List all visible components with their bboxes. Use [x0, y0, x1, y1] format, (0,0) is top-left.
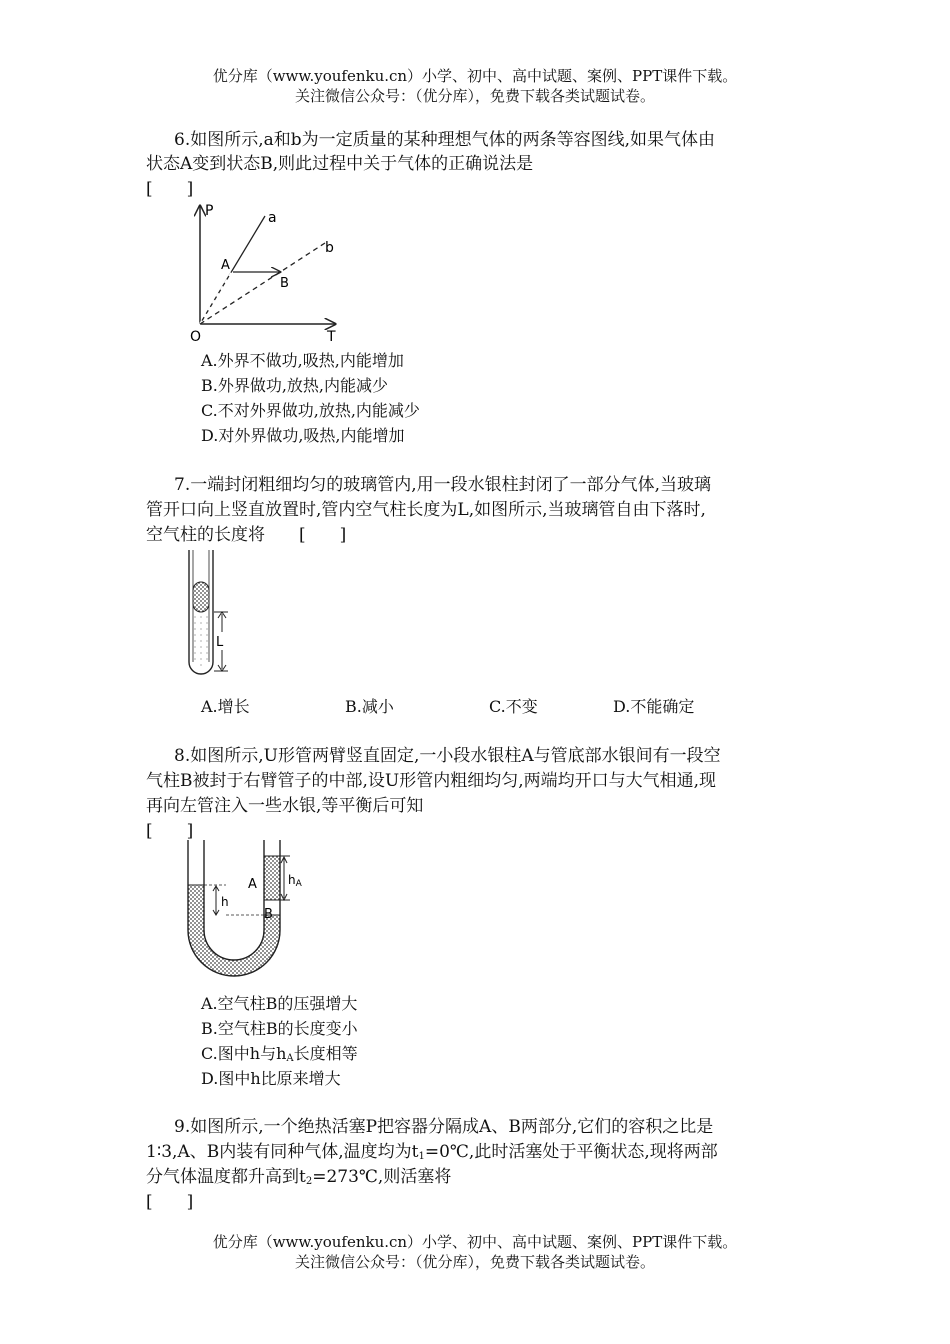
q6-option-c: C.不对外界做功,放热,内能减少	[201, 401, 420, 420]
q6-label-state-a: A	[221, 258, 230, 273]
q7-line-3: 空气柱的长度将 [ ]	[146, 525, 347, 545]
q6-label-line-a: a	[268, 210, 277, 226]
footer-line-2: 关注微信公众号：（优分库），免费下载各类试题试卷。	[294, 1253, 655, 1271]
header-line-1: 优分库（www.youfenku.cn）小学、初中、高中试题、案例、PPT课件下载。	[212, 67, 738, 85]
q7-option-b: B.减小	[345, 697, 394, 716]
q8-label-b: B	[264, 907, 273, 922]
q8-answer-bracket: [ ]	[146, 821, 194, 841]
q7-option-c: C.不变	[489, 697, 538, 716]
q6-isochore-b	[200, 243, 325, 324]
q7-tube-diagram	[180, 548, 260, 678]
q9-line-1: 9.如图所示,一个绝热活塞P把容器分隔成A、B两部分,它们的容积之比是	[174, 1117, 714, 1137]
q8-u-tube-diagram	[180, 840, 310, 980]
q8-label-ha: hA	[288, 873, 302, 889]
q7-option-a: A.增长	[201, 697, 250, 716]
q8-label-h: h	[221, 895, 229, 909]
q8-line-2: 气柱B被封于右臂管子的中部,设U形管内粗细均匀,两端均开口与大气相通,现	[146, 771, 717, 791]
q6-answer-bracket: [ ]	[146, 179, 194, 199]
q7-label-l: L	[216, 635, 224, 650]
q8-u-tube-inner	[204, 840, 264, 960]
q8-option-b: B.空气柱B的长度变小	[201, 1019, 358, 1038]
q8-option-c: C.图中h与$h_A$长度相等	[201, 1044, 358, 1064]
q6-option-a: A.外界不做功,吸热,内能增加	[201, 351, 404, 370]
q7-mercury-column	[193, 582, 209, 612]
q6-label-o: O	[190, 329, 202, 345]
q6-option-d: D.对外界做功,吸热,内能增加	[201, 426, 405, 445]
q9-line-2: 1∶3,A、B内装有同种气体,温度均为$t_1=0℃$,此时活塞处于平衡状态,现将两部	[146, 1142, 718, 1162]
q6-label-state-b: B	[280, 276, 289, 291]
q8-mercury-column-a	[264, 856, 280, 900]
q6-label-line-b: b	[325, 240, 334, 256]
q6-label-t: T	[327, 329, 336, 345]
q7-line-1: 7.一端封闭粗细均匀的玻璃管内,用一段水银柱封闭了一部分气体,当玻璃	[174, 475, 712, 495]
q6-line-2: 状态A变到状态B,则此过程中关于气体的正确说法是	[146, 154, 534, 174]
q7-line-2: 管开口向上竖直放置时,管内空气柱长度为L,如图所示,当玻璃管自由下落时,	[146, 500, 706, 520]
q6-line-1: 6.如图所示,a和b为一定质量的某种理想气体的两条等容图线,如果气体由	[174, 130, 716, 150]
q8-line-3: 再向左管注入一些水银,等平衡后可知	[146, 796, 424, 816]
q7-air-column	[193, 610, 209, 666]
q6-label-p: P	[205, 203, 214, 219]
q8-option-d: D.图中h比原来增大	[201, 1069, 341, 1088]
q6-option-b: B.外界做功,放热,内能减少	[201, 376, 389, 395]
q6-pt-diagram	[185, 200, 345, 350]
q8-line-1: 8.如图所示,U形管两臂竖直固定,一小段水银柱A与管底部水银间有一段空	[174, 746, 721, 766]
q8-label-a: A	[248, 877, 257, 892]
footer-line-1: 优分库（www.youfenku.cn）小学、初中、高中试题、案例、PPT课件下载。	[212, 1233, 738, 1251]
q7-option-d: D.不能确定	[613, 697, 695, 716]
q8-option-a: A.空气柱B的压强增大	[201, 994, 358, 1013]
q9-answer-bracket: [ ]	[146, 1192, 194, 1212]
q9-line-3: 分气体温度都升高到$t_2=273℃$,则活塞将	[146, 1167, 452, 1187]
header-line-2: 关注微信公众号：（优分库），免费下载各类试题试卷。	[294, 87, 655, 105]
